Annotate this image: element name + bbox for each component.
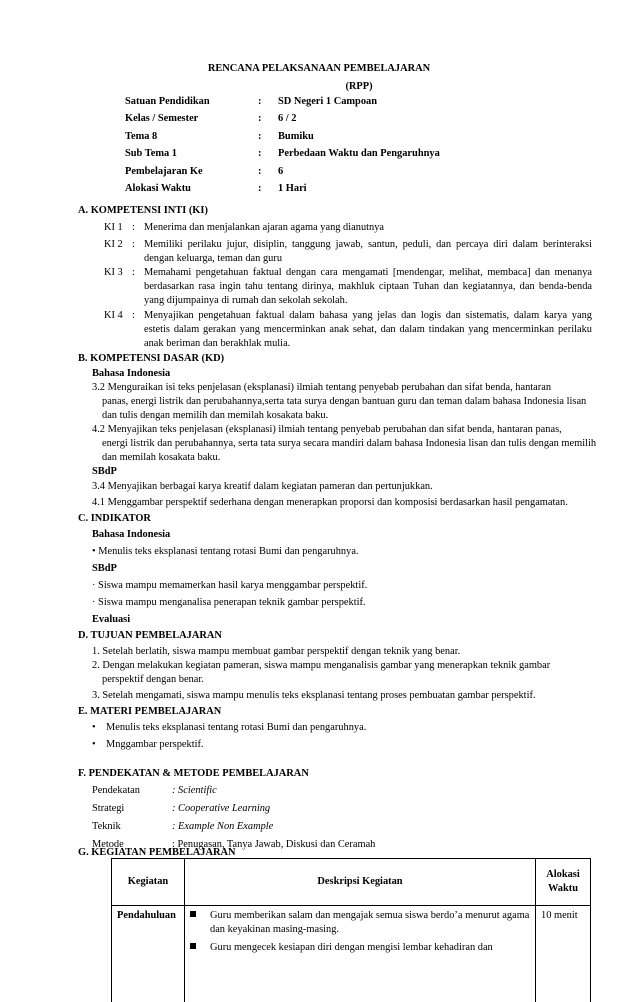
identity-row: Sub Tema 1 : Perbedaan Waktu dan Pengaruhnya [125,148,440,160]
kd-3-4: 3.4 Menyajikan berbagai karya kreatif dalam kegiatan pameran dan pertunjukkan. [92,481,433,492]
cell-deskripsi [185,906,536,1002]
materi-item: • Mnggambar perspektif. [92,738,204,752]
indikator-subject-bahasa: Bahasa Indonesia [92,529,171,540]
kegiatan-table [111,858,591,1002]
tujuan-item: 3. Setelah mengamati, siswa mampu menulis teks eksplanasi tentang proses pembuatan gambar perspektif. [92,690,536,701]
indikator-item: • Menulis teks eksplanasi tentang rotasi Bumi dan pengaruhnya. [92,546,359,557]
square-bullet-icon [190,943,196,949]
materi-item: • Menulis teks eksplanasi tentang rotasi Bumi dan pengaruhnya. [92,721,366,735]
kd-subject-sbdp: SBdP [92,466,117,477]
ki-item: KI 4 : Menyajikan pengetahuan faktual dalam bahasa yang jelas dan logis dan sistematis, dalam karya yang estetis dalam gerakan yang mencerminkan anak sehat, dan dalam tindakan yang mencerminkan perilaku anak beriman dan berakhlak mulia. [104,310,592,350]
column-header-deskripsi: Deskripsi Kegiatan [185,859,536,906]
bullet-icon: • [92,722,96,733]
section-heading-kd: B. KOMPETENSI DASAR (KD) [78,353,225,364]
tujuan-item: 1. Setelah berlatih, siswa mampu membuat gambar perspektif dengan teknik yang benar. [92,646,461,657]
cell-kegiatan: Pendahuluan [112,906,185,1002]
bullet-icon: • [92,739,96,750]
indikator-subject-sbdp: SBdP [92,563,117,574]
column-header-kegiatan: Kegiatan [112,859,185,906]
cell-alokasi: 10 menit [536,906,591,1002]
kd-3-2: 3.2 Menguraikan isi teks penjelasan (eksplanasi) ilmiah tentang penyebab perubahan dan sifat benda, hantaran panas, energi listrik dan perubahannya,serta tata surya dengan bantuan guru dan teman dalam bahasa Indonesia lisan dan tulis dengan memilih dan memilah kosakata baku. [92,382,587,422]
section-heading-indikator: C. INDIKATOR [78,513,151,524]
activity-item: Guru memberikan salam dan mengajak semua siswa berdo’a menurut agama dan keyakinan masing-masing. [190,909,530,937]
identity-row: Alokasi Waktu : 1 Hari [125,182,307,194]
section-heading-pendekatan: F. PENDEKATAN & METODE PEMBELAJARAN [78,768,309,779]
section-heading-kegiatan: G. KEGIATAN PEMBELAJARAN [78,847,236,858]
strategi-row: Strategi : Cooperative Learning [92,803,271,814]
section-heading-tujuan: D. TUJUAN PEMBELAJARAN [78,630,222,641]
section-heading-ki: A. KOMPETENSI INTI (KI) [78,205,208,216]
pendekatan-row: Pendekatan : Scientific [92,785,217,796]
square-bullet-icon [190,911,196,917]
section-heading-materi: E. MATERI PEMBELAJARAN [78,706,222,717]
kd-4-1: 4.1 Menggambar perspektif sederhana dengan menerapkan proporsi dan komposisi berdasarkan hasil pengamatan. [92,497,568,508]
metode-row: Metode : Penugasan, Tanya Jawab, Diskusi dan Ceramah [92,839,376,850]
activity-item: Guru mengecek kesiapan diri dengan mengisi lembar kehadiran dan [190,941,530,955]
ki-item: KI 3 : Memahami pengetahuan faktual dengan cara mengamati [mendengar, melihat, membaca] dan menanya berdasarkan rasa ingin tahu tentang dirinya, makhluk ciptaan Tuhan dan kegiatannya, dan benda-benda yang dijumpainya di rumah dan sekolah sekolah. [104,267,592,307]
ki-item: KI 1 : Menerima dan menjalankan ajaran agama yang dianutnya [104,222,385,233]
document-title: RENCANA PELAKSANAAN PEMBELAJARAN [207,63,431,74]
table-row [112,906,591,1002]
identity-row: Pembelajaran Ke : 6 [125,165,284,177]
identity-row: Tema 8 : Bumiku [125,130,314,142]
document-subtitle: (RPP) [345,81,373,92]
tujuan-item: 2. Dengan melakukan kegiatan pameran, siswa mampu menganalisis gambar yang menerapkan teknik gambar perspektif dengan benar. [92,660,551,686]
kd-4-2: 4.2 Menyajikan teks penjelasan (eksplanasi) ilmiah tentang penyebab perubahan dan sifat benda, hantaran panas, energi listrik dan perubahannya, serta tata surya secara mandiri dalam bahasa Indonesia lisan dan tulis dengan memilih dan memilah kosakata baku. [92,424,597,464]
column-header-alokasi: Alokasi Waktu [536,859,591,906]
indikator-item: · Siswa mampu memamerkan hasil karya menggambar perspektif. [92,580,368,591]
identity-row: Satuan Pendidikan : SD Negeri 1 Campoan [125,96,377,107]
identity-row: Kelas / Semester : 6 / 2 [125,113,297,125]
kd-subject-bahasa: Bahasa Indonesia [92,368,171,379]
table-header-row [112,859,591,906]
indikator-subject-evaluasi: Evaluasi [92,614,131,625]
identity-table [125,95,440,199]
indikator-item: · Siswa mampu menganalisa penerapan teknik gambar perspektif. [92,597,366,608]
teknik-row: Teknik : Example Non Example [92,821,274,832]
ki-item: KI 2 : Memiliki perilaku jujur, disiplin, tanggung jawab, santun, peduli, dan percaya diri dalam berinteraksi dengan keluarga, teman dan guru [104,239,592,265]
